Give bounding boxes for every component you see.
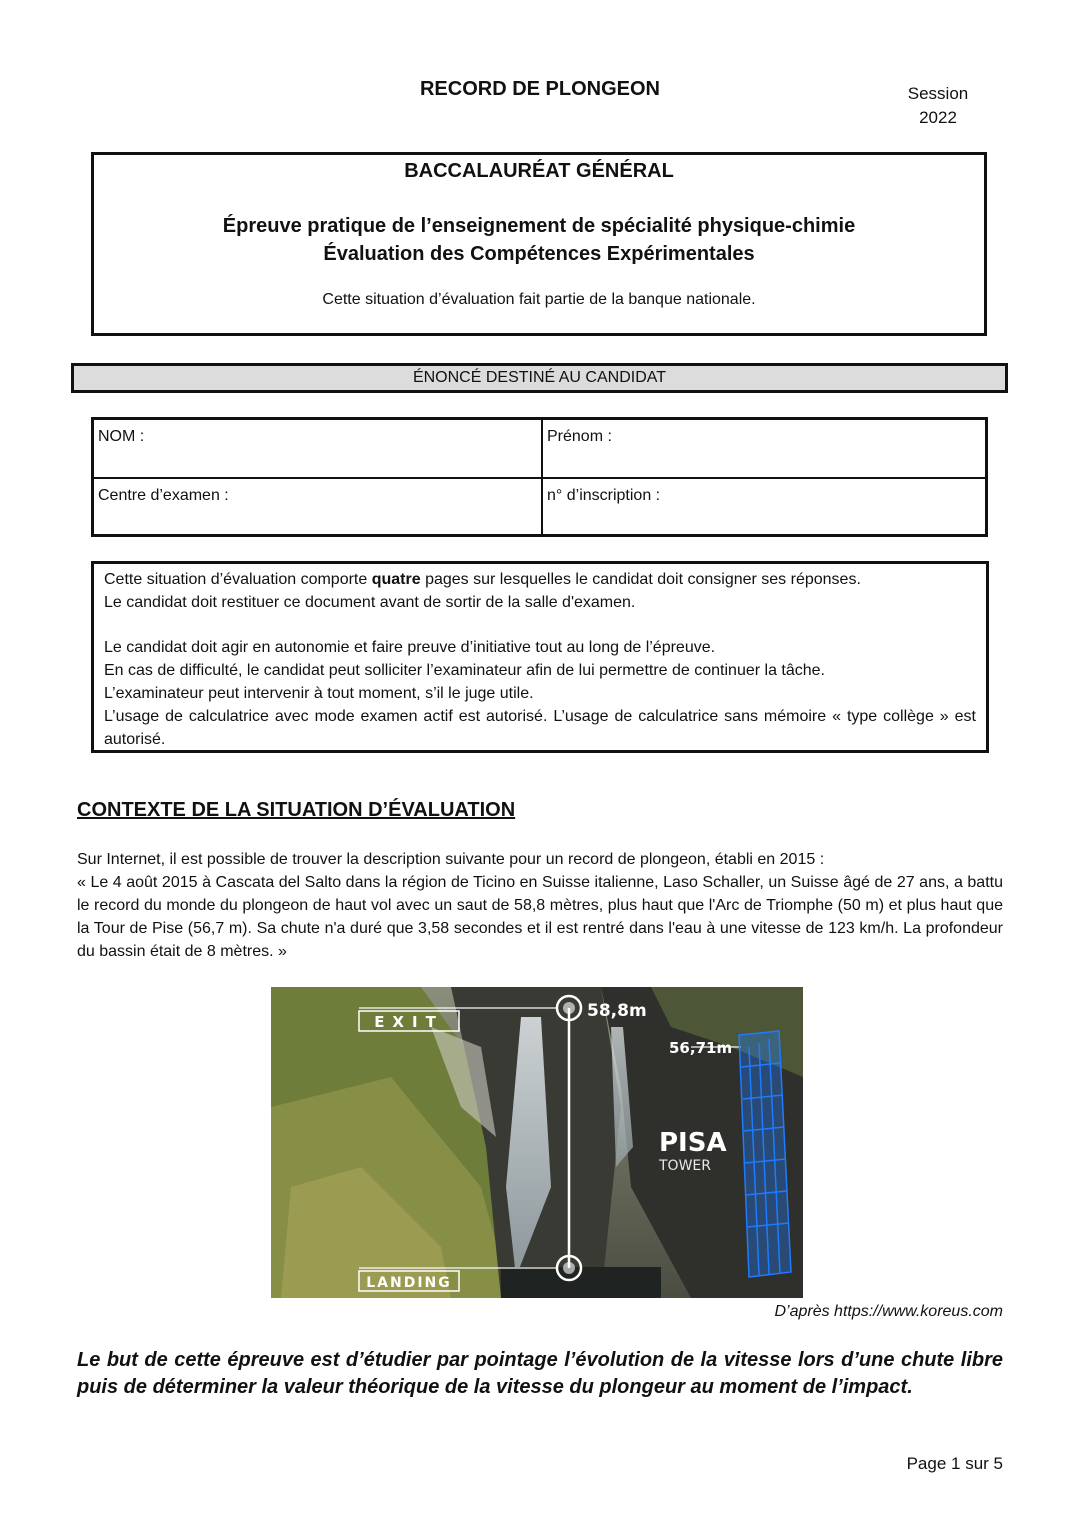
session-info <box>888 82 988 130</box>
context-intro: Sur Internet, il est possible de trouver la description suivante pour un record de plongeon, établi en 2015 : <box>77 851 825 868</box>
instruction-line: L’examinateur peut intervenir à tout moment, s’il le juge utile. <box>104 685 534 702</box>
centre-examen-field[interactable] <box>94 479 541 534</box>
context-quote: « Le 4 août 2015 à Cascata del Salto dans la région de Ticino en Suisse italienne, Laso Schaller, un Suisse âgé de 27 ans, a battu le record du monde du plongeon de haut vol avec un saut de 58,8 mètres, plus haut que l'Arc de Triomphe (50 m) et plus haut que la Tour de Pise (56,7 m). Sa chute n'a duré que 3,58 secondes et il est rentré dans l'eau à une vitesse de 123 km/h. La profondeur du bassin était de 8 mètres. » <box>77 874 1003 960</box>
baccalaureat-box <box>91 152 987 336</box>
emphasis-quatre: quatre <box>371 571 421 588</box>
tower-name: PISA <box>659 1128 727 1158</box>
photo-credit: D’après https://www.koreus.com <box>774 1303 1003 1320</box>
instruction-line: Cette situation d’évaluation comporte quatre pages sur lesquelles le candidat doit consigner ses réponses. <box>104 571 861 588</box>
instruction-line: L’usage de calculatrice avec mode examen actif est autorisé. L’usage de calculatrice sans mémoire « type collège » est autorisé. <box>104 708 976 748</box>
prenom-label: Prénom : <box>547 428 612 445</box>
instruction-line: Le candidat doit agir en autonomie et faire preuve d’initiative tout au long de l’épreuve. <box>104 639 716 656</box>
dive-height-label: 58,8m <box>587 1001 647 1021</box>
landing-label: LANDING <box>366 1275 452 1291</box>
session-label: Session <box>907 84 969 103</box>
tower-subtitle: TOWER <box>659 1158 711 1174</box>
candidate-identity-table <box>91 417 988 537</box>
instruction-line: Le candidat doit restituer ce document avant de sortir de la salle d'examen. <box>104 594 636 611</box>
instructions-box <box>91 561 989 753</box>
prenom-field[interactable] <box>543 420 988 477</box>
session-year: 2022 <box>919 108 957 127</box>
instruction-line: En cas de difficulté, le candidat peut solliciter l’examinateur afin de lui permettre de continuer la tâche. <box>104 662 825 679</box>
bac-subtitle-2: Évaluation des Compétences Expérimentales <box>323 243 755 265</box>
exit-label: EXIT <box>374 1013 444 1031</box>
nom-field[interactable] <box>94 420 541 477</box>
exam-goal: Le but de cette épreuve est d’étudier par pointage l’évolution de la vitesse lors d’une chute libre puis de déterminer la valeur théorique de la vitesse du plongeur au moment de l’impact. <box>77 1349 1003 1398</box>
context-text <box>77 848 1003 963</box>
inscription-label: n° d’inscription : <box>547 487 661 504</box>
document-title: RECORD DE PLONGEON <box>419 78 661 100</box>
context-heading: CONTEXTE DE LA SITUATION D’ÉVALUATION <box>77 799 516 821</box>
waterfall-dive-photo <box>271 987 803 1298</box>
page-number: Page 1 sur 5 <box>906 1454 1003 1473</box>
centre-examen-label: Centre d’examen : <box>98 487 229 504</box>
bac-title: BACCALAURÉAT GÉNÉRAL <box>404 160 674 182</box>
tower-height-label: 56,71m <box>669 1039 733 1057</box>
enonce-banner: ÉNONCÉ DESTINÉ AU CANDIDAT <box>71 363 1008 393</box>
nom-label: NOM : <box>98 428 145 445</box>
bac-subtitle-1: Épreuve pratique de l’enseignement de spécialité physique-chimie <box>222 215 856 237</box>
inscription-field[interactable] <box>543 479 988 534</box>
bac-note: Cette situation d’évaluation fait partie de la banque nationale. <box>322 291 756 308</box>
